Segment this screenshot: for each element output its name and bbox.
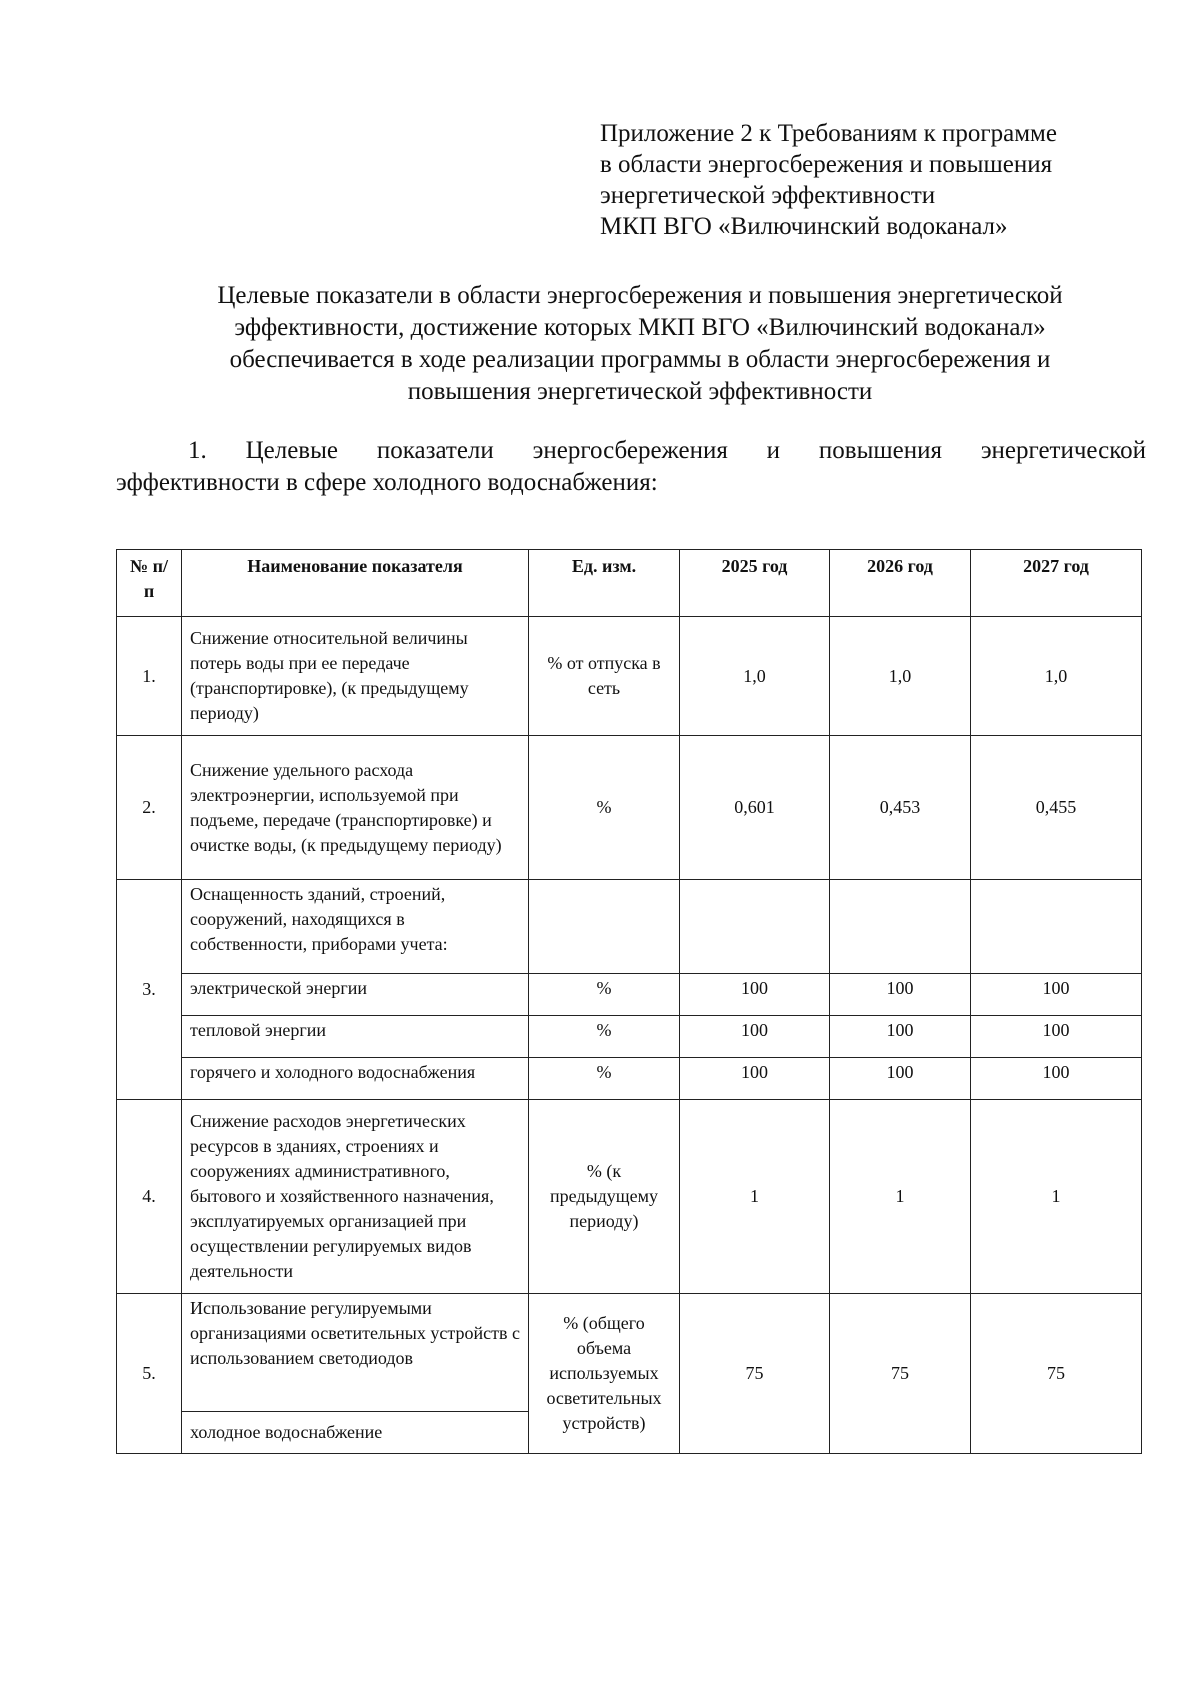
row-name: Снижение расходов энергетических ресурсов в зданиях, строениях и сооружениях административного, бытового и хозяйственного назначения, эксплуатируемых организацией при осуществлении регулируемых видов деятельности — [182, 1100, 529, 1294]
table-row — [117, 1294, 1142, 1412]
row-num: 5. — [117, 1294, 182, 1454]
value-2025: 75 — [680, 1294, 830, 1454]
value-2026: 75 — [830, 1294, 971, 1454]
row-unit: % — [529, 736, 680, 880]
value-2026: 100 — [830, 974, 971, 1016]
title-line: обеспечивается в ходе реализации программы в области энергосбережения и — [229, 346, 1051, 373]
section-line: эффективности в сфере холодного водоснабжения: — [116, 469, 658, 496]
row-unit: % (к предыдущему периоду) — [529, 1100, 680, 1294]
document-title — [120, 280, 1160, 408]
row-num: 1. — [117, 617, 182, 736]
subrow-unit: % — [529, 1058, 680, 1100]
header-2025: 2025 год — [680, 550, 830, 617]
subrow-name: горячего и холодного водоснабжения — [182, 1058, 529, 1100]
value-2027: 1,0 — [971, 617, 1142, 736]
value-2027: 100 — [971, 1016, 1142, 1058]
row-num: 3. — [117, 880, 182, 1100]
title-line: эффективности, достижение которых МКП ВГО «Вилючинский водоканал» — [234, 314, 1046, 341]
row-unit: % (общего объема используемых осветительных устройств) — [529, 1294, 680, 1454]
empty-cell — [971, 880, 1142, 974]
table-subrow — [117, 974, 1142, 1016]
value-2025: 0,601 — [680, 736, 830, 880]
subrow-name: холодное водоснабжение — [182, 1412, 529, 1454]
table-row — [117, 617, 1142, 736]
appendix-line: Приложение 2 к Требованиям к программе — [600, 120, 1057, 147]
empty-cell — [680, 880, 830, 974]
table-subrow — [117, 1016, 1142, 1058]
value-2025: 100 — [680, 1016, 830, 1058]
value-2026: 1 — [830, 1100, 971, 1294]
value-2025: 1,0 — [680, 617, 830, 736]
value-2026: 100 — [830, 1058, 971, 1100]
title-line: Целевые показатели в области энергосбережения и повышения энергетической — [217, 282, 1063, 309]
subrow-unit: % — [529, 974, 680, 1016]
title-line: повышения энергетической эффективности — [407, 378, 873, 405]
indicators-table — [116, 549, 1142, 1454]
row-name: Снижение относительной величины потерь воды при ее передаче (транспортировке), (к предыдущему периоду) — [182, 617, 529, 736]
table-header-row — [117, 550, 1142, 617]
value-2027: 0,455 — [971, 736, 1142, 880]
value-2026: 0,453 — [830, 736, 971, 880]
subrow-name: электрической энергии — [182, 974, 529, 1016]
header-name: Наименование показателя — [182, 550, 529, 617]
subrow-name: тепловой энергии — [182, 1016, 529, 1058]
header-unit: Ед. изм. — [529, 550, 680, 617]
header-num: № п/п — [117, 550, 182, 617]
row-num: 4. — [117, 1100, 182, 1294]
value-2027: 100 — [971, 1058, 1142, 1100]
value-2025: 100 — [680, 974, 830, 1016]
appendix-line: в области энергосбережения и повышения — [600, 151, 1053, 178]
empty-cell — [529, 880, 680, 974]
table-subrow — [117, 1058, 1142, 1100]
row-unit: % от отпуска в сеть — [529, 617, 680, 736]
value-2025: 1 — [680, 1100, 830, 1294]
value-2027: 100 — [971, 974, 1142, 1016]
value-2027: 75 — [971, 1294, 1142, 1454]
row-name: Снижение удельного расхода электроэнергии, используемой при подъеме, передаче (транспортировке) и очистке воды, (к предыдущему периоду) — [182, 736, 529, 880]
appendix-line: энергетической эффективности — [600, 182, 936, 209]
value-2027: 1 — [971, 1100, 1142, 1294]
row-num: 2. — [117, 736, 182, 880]
table-row — [117, 736, 1142, 880]
subrow-unit: % — [529, 1016, 680, 1058]
row-name: Оснащенность зданий, строений, сооружений, находящихся в собственности, приборами учета: — [182, 880, 529, 974]
appendix-line: МКП ВГО «Вилючинский водоканал» — [600, 213, 1008, 240]
header-2027: 2027 год — [971, 550, 1142, 617]
value-2025: 100 — [680, 1058, 830, 1100]
section-line: 1. Целевые показатели энергосбережения и повышения энергетической — [188, 437, 1146, 464]
table-row — [117, 880, 1142, 974]
section-heading — [116, 435, 1146, 499]
header-2026: 2026 год — [830, 550, 971, 617]
value-2026: 100 — [830, 1016, 971, 1058]
value-2026: 1,0 — [830, 617, 971, 736]
table-row — [117, 1100, 1142, 1294]
empty-cell — [830, 880, 971, 974]
appendix-note — [600, 118, 1160, 242]
row-name: Использование регулируемыми организациями осветительных устройств с использованием светодиодов — [182, 1294, 529, 1412]
